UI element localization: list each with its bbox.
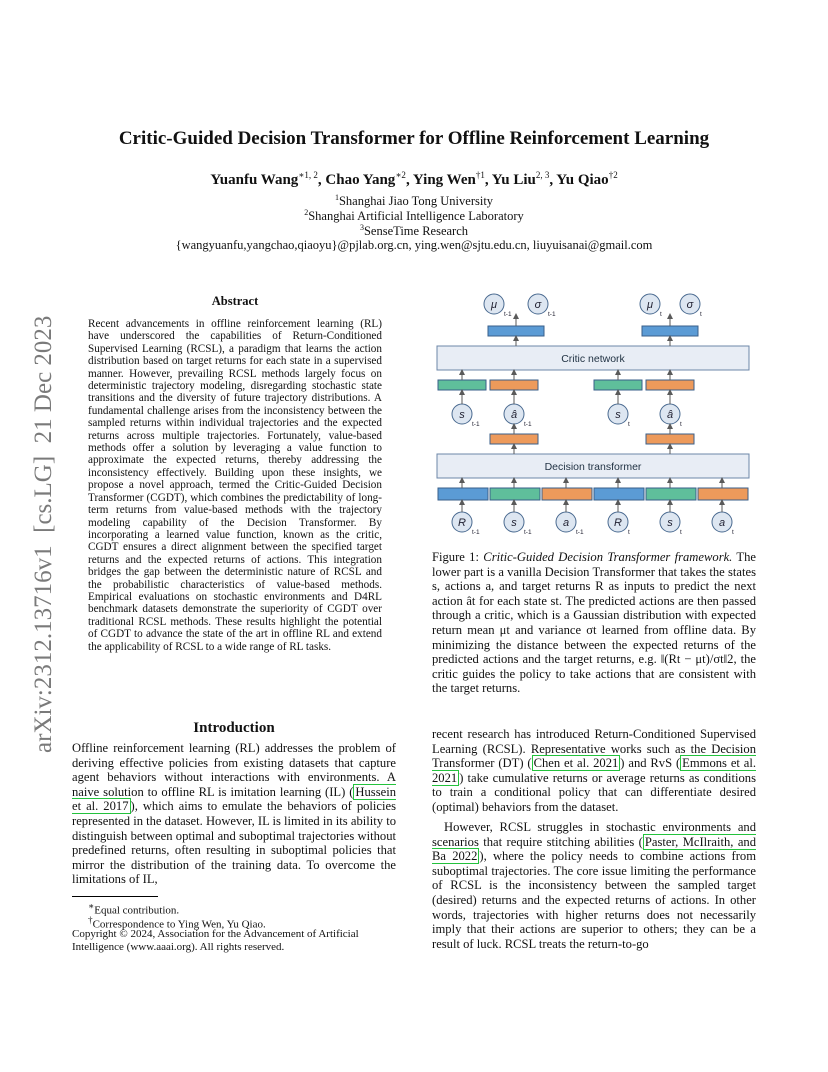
dt-input-node-symbol: a (718, 517, 726, 529)
decision-transformer-label: Decision transformer (544, 461, 642, 473)
intro-text: However, RCSL struggles in stochastic environments and scenarios that require stitching abilities ( (432, 820, 756, 849)
input-token-block (594, 488, 644, 500)
critic-output-node-subscript: t (700, 311, 702, 318)
footnote-text: Equal contribution. (94, 904, 180, 917)
critic-input-node-subscript: t (680, 421, 682, 428)
input-token-block (698, 488, 748, 500)
affiliation-text: Shanghai Jiao Tong University (338, 194, 494, 209)
intro-text: ) take cumulative returns or average returns as conditions to train a conditional policy that can differentiate desired (optimal) behaviors from the dataset. (432, 770, 756, 814)
figure-1-diagram (428, 288, 756, 536)
critic-input-node-subscript: t-1 (524, 421, 532, 428)
citation-link[interactable]: Chen et al. 2021 (533, 756, 619, 771)
predicted-action-block (646, 434, 694, 444)
author-sup: 2, 3 (535, 170, 550, 180)
footnote-rule (72, 896, 158, 897)
input-token-block (438, 488, 488, 500)
affiliation-sup: 1 (334, 193, 339, 202)
critic-output-node-subscript: t (660, 311, 662, 318)
author-name: Chao Yang (325, 172, 396, 188)
figure-1-caption (432, 550, 756, 696)
dt-input-node-symbol: a (562, 517, 570, 529)
affiliation (0, 223, 828, 239)
critic-output-node-symbol: σ (686, 299, 694, 311)
action-embedding-block (646, 380, 694, 390)
critic-output-node-symbol: σ (534, 299, 542, 311)
footnote-correspondence: †Correspondence to Ying Wen, Yu Qiao. (88, 915, 266, 931)
critic-input-node-subscript: t (628, 421, 630, 428)
critic-output-block (642, 326, 698, 336)
critic-output-node-symbol: μ (490, 299, 498, 311)
caption-title: Critic-Guided Decision Transformer framework. (483, 550, 733, 564)
intro-text: ), which aims to emulate the behaviors of policies represented in the dataset. However, IL is limited in its ability to distinguish between optimal and suboptimal trajectories without predefined returns, often resulting in suboptimal policies that mirror the distribution of the training data. To overcome the limitations of IL, (72, 799, 396, 887)
intro-text: ) and RvS ( (620, 756, 681, 771)
copyright-notice: Copyright © 2024, Association for the Advancement of Artificial Intelligence (www.aaai.org). All rights reserved. (72, 928, 359, 953)
citation-link[interactable]: Hussein et al. 2017 (72, 784, 396, 814)
affiliation (0, 193, 828, 209)
author-sup: ∗2 (395, 170, 406, 180)
citation-link[interactable]: Paster, McIlraith, and Ba 2022 (432, 834, 756, 864)
critic-input-node-subscript: t-1 (472, 421, 480, 428)
input-token-block (542, 488, 592, 500)
critic-input-node-symbol: s (459, 409, 465, 421)
dt-input-node-symbol: s (667, 517, 673, 529)
arxiv-stamp (20, 285, 62, 755)
dt-input-node-subscript: t-1 (472, 529, 480, 536)
footnote-equal: ∗Equal contribution. (88, 901, 180, 917)
critic-input-node-symbol: â (510, 409, 518, 421)
author-name: Ying Wen (412, 172, 476, 188)
dt-input-node-subscript: t (628, 529, 630, 536)
citation-link[interactable]: Emmons et al. 2021 (432, 756, 757, 785)
dt-input-node-subscript: t-1 (576, 529, 584, 536)
input-token-block (490, 488, 540, 500)
dt-input-node-symbol: R (458, 517, 466, 529)
affiliation-text: SenseTime Research (363, 224, 469, 239)
caption-label: Figure 1: (432, 550, 479, 564)
author-emails: {wangyuanfu,yangchao,qiaoyu}@pjlab.org.cn, ying.wen@sjtu.edu.cn, liuyuisanai@gmail.com (175, 238, 653, 252)
author-sup: †2 (608, 170, 618, 180)
critic-output-node-subscript: t-1 (504, 311, 512, 318)
dt-input-node-symbol: R (614, 517, 622, 529)
author-name: Yuanfu Wang (210, 172, 299, 188)
state-embedding-block (438, 380, 486, 390)
introduction-heading: Introduction (193, 720, 275, 736)
critic-output-block (488, 326, 544, 336)
action-embedding-block (490, 380, 538, 390)
dt-input-node-subscript: t (732, 529, 734, 536)
intro-left-paragraph (72, 741, 396, 887)
critic-input-node-symbol: s (615, 409, 621, 421)
abstract-heading: Abstract (211, 294, 259, 308)
intro-text: recent research has introduced Return-Conditioned Supervised Learning (RCSL). Representative works such as the Decision Transformer (DT) ( (432, 727, 756, 771)
predicted-action-block (490, 434, 538, 444)
paper-title: Critic-Guided Decision Transformer for Offline Reinforcement Learning (118, 128, 710, 149)
critic-network-label: Critic network (561, 353, 625, 365)
intro-right-paragraph-1 (432, 727, 756, 815)
author-sup: ∗1, 2 (298, 170, 318, 180)
intro-text: Offline reinforcement learning (RL) addresses the problem of deriving effective policies from existing datasets that capture agent behaviors without interactions with environments. A naive solution to offline RL is imitation learning (IL) ( (72, 741, 396, 799)
affiliation (0, 208, 828, 224)
abstract-text: Recent advancements in offline reinforcement learning (RL) have underscored the capabilities of Return-Conditioned Supervised Learning (RCSL), a paradigm that learns the action distribution based on target returns for each state in a supervised manner. However, prevailing RCSL methods largely focus on deterministic trajectory modeling, disregarding stochastic state transitions and the diversity of future trajectory distributions. A fundamental challenge arises from the inconsistency between the sampled returns within individual trajectories and the expected returns across multiple trajectories. Fortunately, value-based methods offer a solution by leveraging a value function to approximate the expected returns, thereby addressing the inconsistency effectively. Building upon these insights, we propose a novel approach, termed the Critic-Guided Decision Transformer (CGDT), which combines the predictability of long-term returns from value-based methods with the trajectory modeling capability of the Decision Transformer. By incorporating a learned value function, known as the critic, CGDT ensures a direct alignment between the specified target returns and the expected returns of actions. This integration bridges the gap between the deterministic nature of RCSL and the probabilistic characteristics of value-based methods. Empirical evaluations on stochastic environments and D4RL benchmark datasets demonstrate the superiority of CGDT over traditional RCSL methods. These results highlight the potential of CGDT to advance the state of the art in offline RL and extend the applicability of RCSL to a wide range of RL tasks. (88, 318, 382, 653)
intro-right-paragraph-2 (432, 820, 756, 951)
state-embedding-block (594, 380, 642, 390)
critic-output-node-symbol: μ (646, 299, 654, 311)
critic-output-node-subscript: t-1 (548, 311, 556, 318)
arxiv-id: arXiv:2312.13716v1 [cs.LG] 21 Dec 2023 (30, 315, 57, 753)
critic-input-node-symbol: â (666, 409, 674, 421)
author-name: Yu Qiao (556, 172, 609, 188)
input-token-block (646, 488, 696, 500)
author-sup: †1 (475, 170, 485, 180)
footnote-text: Correspondence to Ying Wen, Yu Qiao. (92, 918, 266, 931)
affiliation-sup: 3 (359, 223, 364, 232)
caption-text: The lower part is a vanilla Decision Transformer that takes the states s, actions a, and target returns R as inputs to predict the next action ât for each state st. The predicted actions are then passed through a critic, which is a Gaussian distribution with expected return mean μt and variance σt learned from offline data. By minimizing the distance between the expected returns of the predicted actions and the target returns, e.g. ‖(Rt − μt)/σt‖2, the critic guides the policy to take actions that are consistent with the target returns. (432, 550, 757, 696)
dt-input-node-subscript: t (680, 529, 682, 536)
dt-input-node-symbol: s (511, 517, 517, 529)
dt-input-node-subscript: t-1 (524, 529, 532, 536)
affiliation-text: Shanghai Artificial Intelligence Laboratory (308, 209, 524, 224)
intro-text: ), where the policy needs to combine actions from suboptimal trajectories. The core issue limiting the performance of RCSL is the inconsistency between the sampled target (desired) returns and the expected returns of actions. In other words, trajectories with higher returns does not necessarily imply that their actions are superior to others; they can be a result of luck. RCSL treats the return-to-go (432, 849, 756, 951)
affiliation-sup: 2 (304, 208, 309, 217)
author-name: Yu Liu (491, 172, 536, 188)
author-list: Yuanfu Wang$^{∗1, 2}$, Chao Yang$^{∗2}$, Ying Wen$^{\dagger 1}$, Yu Liu$^{2, 3}$, Yu Qiao$^{\dagger 2}$ (210, 170, 618, 188)
